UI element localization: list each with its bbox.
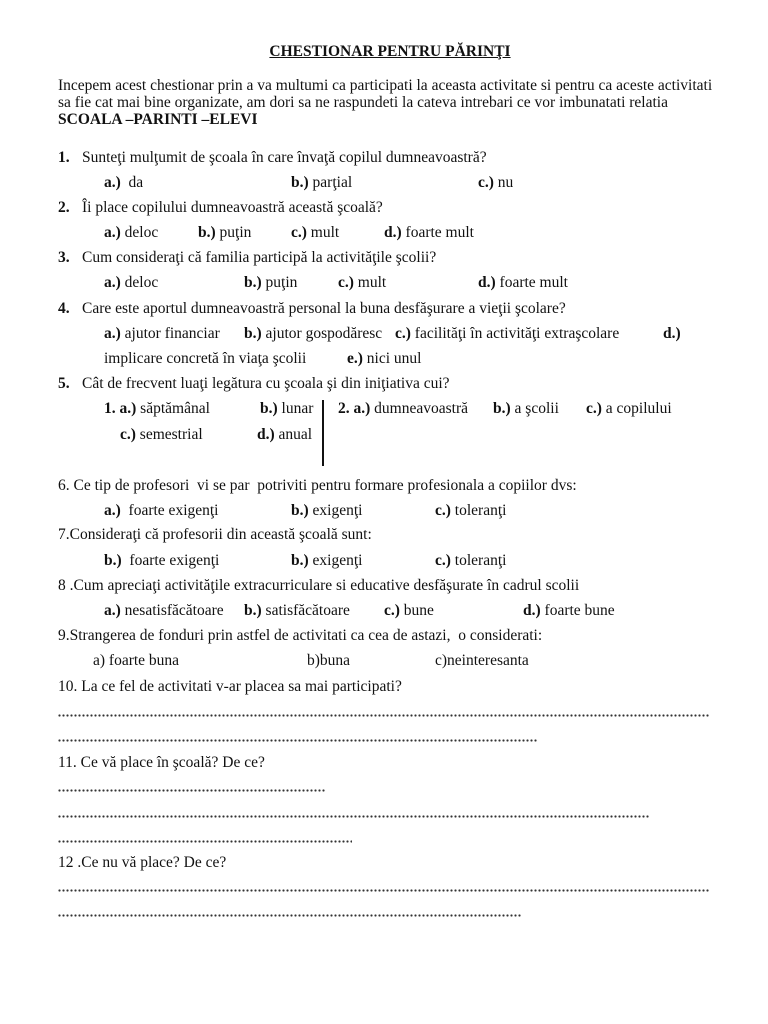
q2-option-a [104,224,158,241]
q5-group2-option-b [493,400,559,417]
option-label: c.) [478,174,494,191]
q7-option-1 [104,552,219,569]
q4-option-b [244,325,382,342]
q8-option-a [104,602,224,619]
q12-answer-line-2 [58,914,522,917]
option-label: a.) [104,224,121,241]
q6-option-b [291,502,362,519]
q7-text: 7.Consideraţi că profesorii din această şcoală sunt: [58,526,372,543]
option-label: c.) [120,426,136,443]
option-text: nici unul [366,350,422,367]
option-text: lunar [281,400,314,417]
q4-option-e [347,350,421,367]
q3-text: Cum consideraţi că familia participă la activităţile şcolii? [82,249,437,266]
q8-text: 8 .Cum apreciaţi activităţile extracurriculare si educative desfăşurate în cadrul scolii [58,577,580,594]
option-label: b.) [104,552,122,569]
q5-group1-option-a [104,400,210,417]
q6-option-a [104,502,219,519]
q5-number: 5. [58,375,70,392]
option-label: b.) [198,224,216,241]
q4-option-c [395,325,619,342]
q8-option-b [244,602,350,619]
q1-option-b [291,174,352,191]
q10-text: 10. La ce fel de activitati v-ar placea sa mai participati? [58,678,402,695]
q5-group1-option-d [257,426,312,443]
q5-group-divider [322,400,324,466]
q2-number: 2. [58,199,70,216]
q3-option-b [244,274,297,291]
q6-option-c [435,502,506,519]
option-text: da [124,174,144,191]
q8-option-c [384,602,434,619]
q3-number: 3. [58,249,70,266]
q3-option-d [478,274,568,291]
option-text: exigenţi [312,502,363,519]
option-label: d.) [257,426,275,443]
q9-option-a: a) foarte buna [93,652,180,669]
option-text: anual [278,426,313,443]
q8-option-d [523,602,615,619]
q7-option-3 [435,552,506,569]
option-label: d.) [384,224,402,241]
option-label: b.) [291,174,309,191]
option-text: puţin [219,224,252,241]
option-label: a.) [104,325,121,342]
q11-answer-line-2 [58,815,650,818]
option-text: foarte exigenţi [124,502,219,519]
q2-option-b [198,224,251,241]
option-label: a.) [104,174,121,191]
option-text: deloc [124,274,159,291]
option-text: puţin [265,274,298,291]
option-text: nesatisfăcătoare [124,602,224,619]
q5-group2-option-a [338,400,468,417]
q2-option-d [384,224,474,241]
q4-option-a [104,325,220,342]
option-text: foarte exigenţi [125,552,220,569]
q9-text: 9.Strangerea de fonduri prin astfel de activitati ca cea de astazi, o considerati: [58,627,543,644]
q3-option-a [104,274,158,291]
q5-group1-option-b [260,400,313,417]
option-label: b.) [291,502,309,519]
q4-text: Care este aportul dumneavoastră personal la buna desfăşurare a vieţii şcolare? [82,300,566,317]
intro-emphasis: SCOALA –PARINTI –ELEVI [58,111,258,128]
option-label: d.) [478,274,496,291]
intro-line-1: Incepem acest chestionar prin a va multumi ca participati la aceasta activitate si pentru ca aceste activitati [58,77,713,94]
group-number: 1. [104,400,116,417]
q11-text: 11. Ce vă place în şcoală? De ce? [58,754,265,771]
q1-option-c [478,174,513,191]
option-text: dumneavoastră [374,400,468,417]
option-label: c.) [435,552,451,569]
option-text: foarte mult [405,224,474,241]
option-label: b.) [493,400,511,417]
q11-answer-line-3 [58,840,352,843]
option-label: b.) [244,602,262,619]
option-text: ajutor financiar [124,325,220,342]
option-label: c.) [395,325,411,342]
q5-group2-option-c [586,400,672,417]
option-text: parţial [312,174,353,191]
option-label: a.) [104,502,121,519]
q4-number: 4. [58,300,70,317]
option-label: c.) [384,602,400,619]
q3-option-c [338,274,386,291]
q12-answer-line-1 [58,889,710,892]
option-label: b.) [244,325,262,342]
q12-text: 12 .Ce nu vă place? De ce? [58,854,227,871]
q11-answer-line-1 [58,789,325,792]
option-text: foarte mult [499,274,568,291]
option-text: mult [357,274,387,291]
q10-answer-line-1 [58,714,710,717]
intro-line-2: sa fie cat mai bine organizate, am dori sa ne raspundeti la cateva intrebari ce vor imbunatati relatia [58,94,668,111]
option-label: a.) [353,400,371,417]
option-text: facilităţi în activităţi extraşcolare [414,325,620,342]
q6-text: 6. Ce tip de profesori vi se par potriviti pentru formare profesionala a copiilor dvs: [58,477,577,494]
option-text: a şcolii [514,400,559,417]
option-label: b.) [291,552,309,569]
option-text: nu [497,174,514,191]
page-title: CHESTIONAR PENTRU PĂRINŢI [269,43,511,60]
option-label: c.) [291,224,307,241]
q2-text: Îi place copilului dumneavoastră această şcoală? [82,199,383,216]
q9-option-b: b)buna [307,652,351,669]
option-label: c.) [338,274,354,291]
q10-answer-line-2 [58,739,538,742]
option-text: săptămânal [140,400,210,417]
option-label: e.) [347,350,363,367]
option-text: bune [403,602,434,619]
q2-option-c [291,224,339,241]
group-number: 2. [338,400,350,417]
option-text: ajutor gospodăresc [265,325,383,342]
option-text: foarte bune [544,602,615,619]
option-text: exigenţi [312,552,363,569]
q9-option-c: c)neinteresanta [435,652,529,669]
q1-number: 1. [58,149,70,166]
option-label: a.) [104,602,121,619]
option-text: mult [310,224,340,241]
option-text: semestrial [139,426,203,443]
option-label: c.) [435,502,451,519]
option-label: c.) [586,400,602,417]
q7-option-2 [291,552,362,569]
option-label: b.) [244,274,262,291]
q5-group1-option-c [120,426,203,443]
q4-option-d-label: d.) [663,325,681,342]
q5-text: Cât de frecvent luaţi legătura cu şcoala şi din iniţiativa cui? [82,375,450,392]
option-text: toleranţi [454,552,507,569]
q1-text: Sunteţi mulţumit de şcoala în care învaţă copilul dumneavoastră? [82,149,487,166]
option-label: a.) [119,400,137,417]
option-text: satisfăcătoare [265,602,350,619]
option-label: d.) [523,602,541,619]
option-label: b.) [260,400,278,417]
q1-option-a [104,174,143,191]
option-label: a.) [104,274,121,291]
option-text: toleranţi [454,502,507,519]
q4-option-d-text: implicare concretă în viaţa şcolii [104,350,307,367]
option-text: a copilului [605,400,672,417]
option-text: deloc [124,224,159,241]
